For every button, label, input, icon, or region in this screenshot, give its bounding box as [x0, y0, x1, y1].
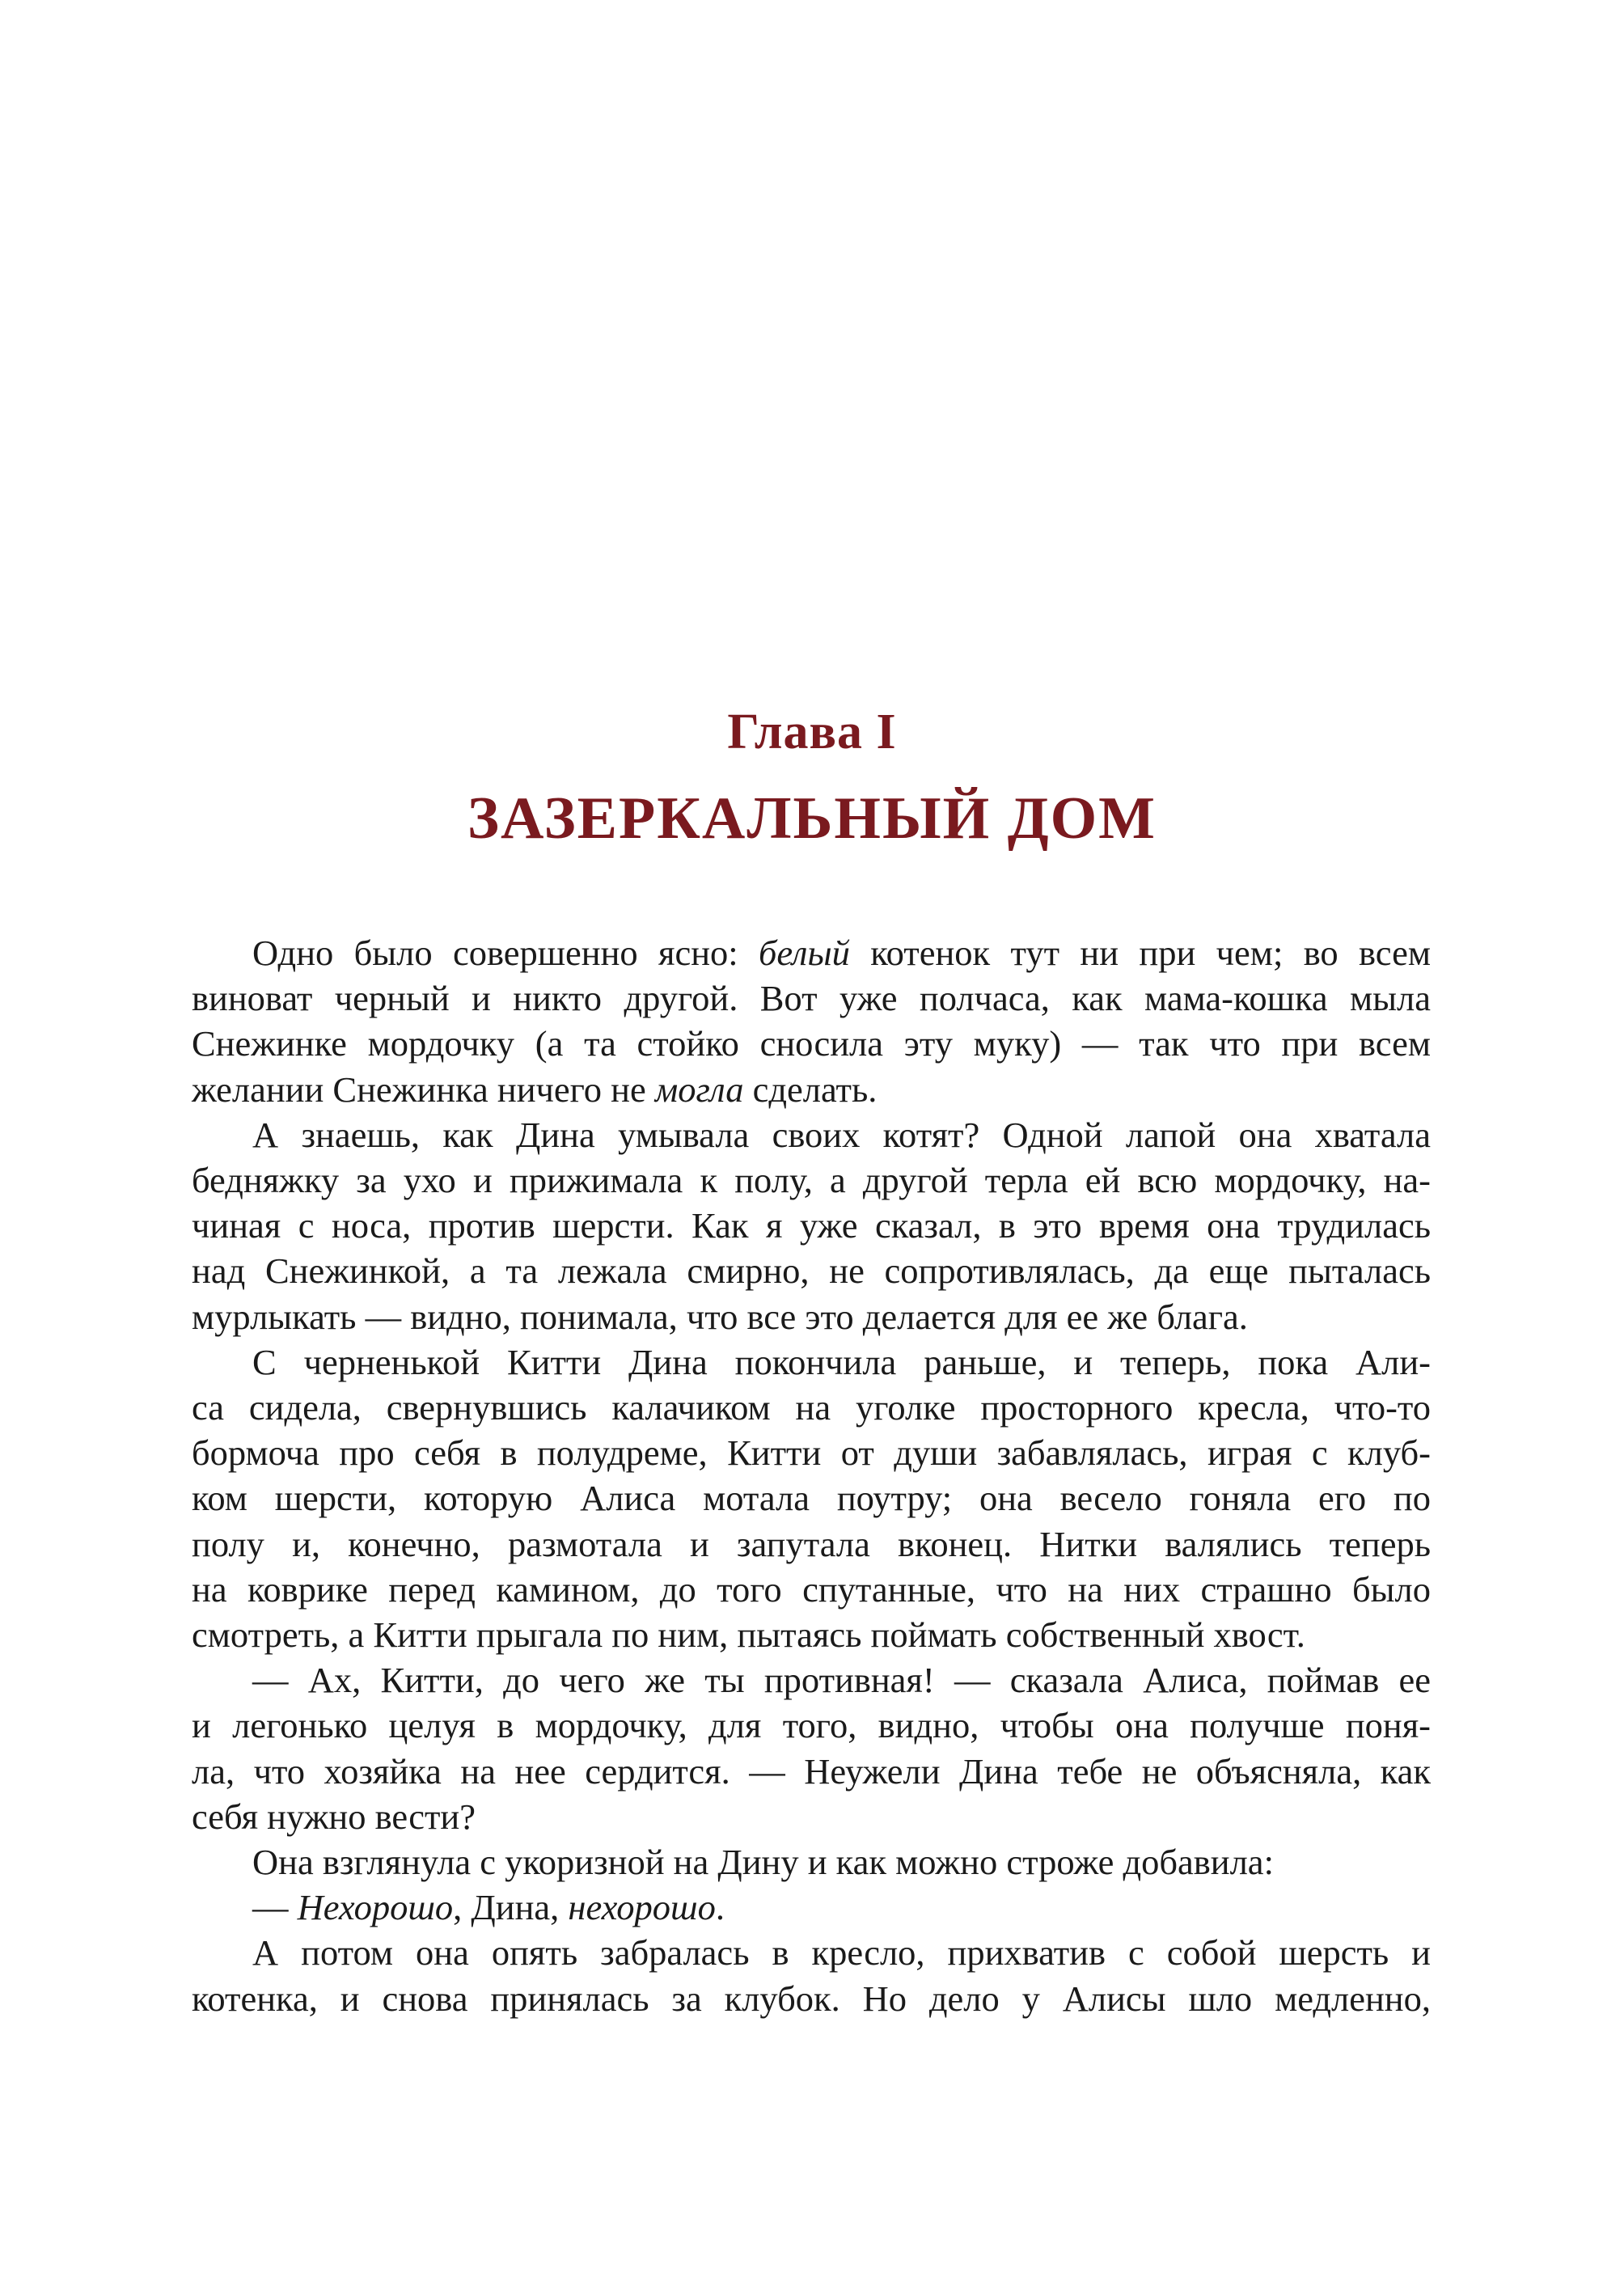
text-line [192, 1385, 1431, 1430]
text-run: — Ах, Китти, до чего же ты противная! — сказала Алиса, поймав ее [252, 1660, 1431, 1701]
text-run: смотреть, а Китти прыгала по ним, пытаясь поймать собственный хвост. [192, 1614, 1305, 1656]
chapter-heading [0, 696, 1624, 859]
text-run: котенок тут ни при чем; во всем [849, 933, 1431, 973]
text-line [192, 1703, 1431, 1748]
text-run: полу и, конечно, размотала и запутала вконец. Нитки валялись теперь [192, 1523, 1431, 1564]
italic-text: нехорошо [568, 1887, 716, 1928]
text-run: желании Снежинка ничего не [192, 1068, 655, 1110]
text-line [192, 1839, 1431, 1885]
text-run: котенка, и снова принялась за клубок. Но дело у Алисы шло медленно, [192, 1978, 1431, 2019]
text-run: Одно было совершенно ясно: [252, 933, 759, 973]
text-line [192, 1112, 1431, 1157]
text-run: себя нужно вести? [192, 1796, 476, 1837]
text-run: ла, что хозяйка на нее сердится. — Неужели Дина тебе не объясняла, как [192, 1750, 1431, 1792]
text-run: бедняжку за ухо и прижимала к полу, а другой терла ей всю мордочку, на- [192, 1160, 1431, 1201]
text-run: на коврике перед камином, до того спутанные, что на них страшно было [192, 1568, 1431, 1610]
text-run: С черненькой Китти Дина покончила раньше, и теперь, пока Али- [252, 1341, 1431, 1382]
text-line [192, 1430, 1431, 1475]
text-line [192, 1339, 1431, 1385]
italic-text: Нехорошо [297, 1887, 454, 1928]
text-run: мурлыкать — видно, понимала, что все это делается для ее же блага. [192, 1296, 1248, 1337]
chapter-number: Глава I [727, 704, 897, 759]
body-text [192, 930, 1431, 2021]
text-line [192, 1157, 1431, 1203]
text-line [192, 1521, 1431, 1567]
text-line [192, 1475, 1431, 1521]
text-line [192, 1248, 1431, 1293]
text-line [192, 1657, 1431, 1703]
text-line [192, 1976, 1431, 2021]
text-line [192, 1930, 1431, 1975]
text-run: Снежинке мордочку (а та стойко сносила эту муку) — так что при всем [192, 1023, 1431, 1064]
italic-text: могла [654, 1068, 744, 1110]
text-line [192, 1067, 1431, 1112]
text-run: ком шерсти, которую Алиса мотала поутру; она весело гоняла его по [192, 1478, 1431, 1519]
text-run: бормоча про себя в полудреме, Китти от души забавлялась, играя с клуб- [192, 1432, 1431, 1474]
text-run: над Снежинкой, а та лежала смирно, не сопротивлялась, да еще пыталась [192, 1250, 1431, 1292]
text-line [192, 1749, 1431, 1794]
text-run: — [252, 1887, 298, 1928]
text-run: сделать. [743, 1068, 878, 1110]
text-run: виноват черный и никто другой. Вот уже полчаса, как мама-кошка мыла [192, 978, 1431, 1019]
text-run: чиная с носа, против шерсти. Как я уже сказал, в это время она трудилась [192, 1205, 1431, 1246]
text-line [192, 1567, 1431, 1612]
text-line [192, 1794, 1431, 1839]
text-line [192, 1021, 1431, 1066]
text-line [192, 975, 1431, 1021]
text-run: . [715, 1887, 725, 1928]
text-run: са сидела, свернувшись калачиком на уголке просторного кресла, что-то [192, 1387, 1431, 1428]
text-run: А потом она опять забралась в кресло, прихватив с собой шерсть и [252, 1932, 1431, 1974]
text-run: и легонько целуя в мордочку, для того, видно, чтобы она получше поня- [192, 1705, 1431, 1746]
text-line [192, 1203, 1431, 1248]
italic-text: белый [759, 933, 850, 973]
text-line [192, 1612, 1431, 1657]
text-run: А знаешь, как Дина умывала своих котят? Одной лапой она хватала [252, 1114, 1431, 1155]
text-run: Она взглянула с укоризной на Дину и как можно строже добавила: [252, 1842, 1274, 1883]
text-line [192, 1885, 1431, 1930]
text-line [192, 930, 1431, 975]
text-line [192, 1294, 1431, 1339]
chapter-title: ЗАЗЕРКАЛЬНЫЙ ДОМ [467, 785, 1157, 852]
text-run: , Дина, [453, 1887, 569, 1928]
